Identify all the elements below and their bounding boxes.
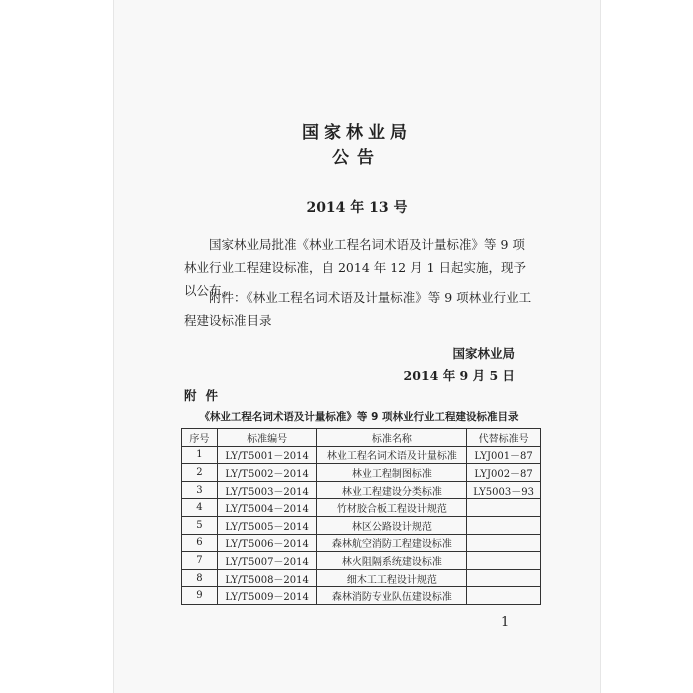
serial-cell: 5 xyxy=(182,516,218,534)
announcement-number: 2014 年 13 号 xyxy=(306,200,408,216)
code-cell: LY/T5008－2014 xyxy=(217,569,317,587)
column-header-code: 标准编号 xyxy=(217,429,317,447)
name-cell: 森林航空消防工程建设标准 xyxy=(317,534,467,552)
code-cell: LY/T5005－2014 xyxy=(217,516,317,534)
code-cell: LY/T5006－2014 xyxy=(217,534,317,552)
table-row xyxy=(182,464,541,482)
serial-cell: 3 xyxy=(182,481,218,499)
code-cell: LY/T5003－2014 xyxy=(217,481,317,499)
name-cell: 林火阻隔系统建设标准 xyxy=(317,552,467,570)
serial-cell: 7 xyxy=(182,552,218,570)
name-cell: 林区公路设计规范 xyxy=(317,516,467,534)
page-number: 1 xyxy=(501,615,510,630)
replaced-cell xyxy=(467,569,541,587)
name-cell: 林业工程建设分类标准 xyxy=(317,481,467,499)
replaced-cell xyxy=(467,552,541,570)
name-cell: 细木工工程设计规范 xyxy=(317,569,467,587)
attachment-label: 附件 xyxy=(184,388,228,403)
table-row xyxy=(182,499,541,517)
table-row xyxy=(182,481,541,499)
document-page xyxy=(113,0,601,693)
signature-date: 2014 年 9 月 5 日 xyxy=(403,368,515,383)
serial-cell: 4 xyxy=(182,499,218,517)
column-header-serial: 序号 xyxy=(182,429,218,447)
code-cell: LY/T5002－2014 xyxy=(217,464,317,482)
table-row xyxy=(182,552,541,570)
serial-cell: 6 xyxy=(182,534,218,552)
name-cell: 森林消防专业队伍建设标准 xyxy=(317,587,467,605)
replaced-cell: LY5003－93 xyxy=(467,481,541,499)
serial-cell: 8 xyxy=(182,569,218,587)
replaced-cell: LYJ002－87 xyxy=(467,464,541,482)
replaced-cell xyxy=(467,516,541,534)
replaced-cell xyxy=(467,587,541,605)
table-row xyxy=(182,534,541,552)
announcement-body-paragraph: 国家林业局批准《林业工程名词术语及计量标准》等 9 项林业行业工程建设标准，自 2014 年 12 月 1 日起实施，现予以公布。 xyxy=(184,237,527,298)
name-cell: 林业工程制图标准 xyxy=(317,464,467,482)
replaced-cell xyxy=(467,499,541,517)
code-cell: LY/T5009－2014 xyxy=(217,587,317,605)
table-header-row xyxy=(182,429,541,447)
code-cell: LY/T5007－2014 xyxy=(217,552,317,570)
code-cell: LY/T5001－2014 xyxy=(217,446,317,464)
table-row xyxy=(182,569,541,587)
replaced-cell: LYJ001－87 xyxy=(467,446,541,464)
standards-table xyxy=(181,428,541,605)
signature-org: 国家林业局 xyxy=(452,346,515,361)
table-row xyxy=(182,516,541,534)
announcement-title: 公告 xyxy=(332,148,382,168)
serial-cell: 1 xyxy=(182,446,218,464)
table-row xyxy=(182,446,541,464)
column-header-name: 标准名称 xyxy=(317,429,467,447)
column-header-replaced: 代替标准号 xyxy=(467,429,541,447)
table-row xyxy=(182,587,541,605)
attachment-note-paragraph: 附件：《林业工程名词术语及计量标准》等 9 项林业行业工程建设标准目录 xyxy=(184,290,532,328)
name-cell: 林业工程名词术语及计量标准 xyxy=(317,446,467,464)
code-cell: LY/T5004－2014 xyxy=(217,499,317,517)
serial-cell: 2 xyxy=(182,464,218,482)
issuing-org-heading: 国家林业局 xyxy=(302,123,412,143)
standards-table-title: 《林业工程名词术语及计量标准》等 9 项林业行业工程建设标准目录 xyxy=(199,411,519,423)
name-cell: 竹材胶合板工程设计规范 xyxy=(317,499,467,517)
replaced-cell xyxy=(467,534,541,552)
serial-cell: 9 xyxy=(182,587,218,605)
